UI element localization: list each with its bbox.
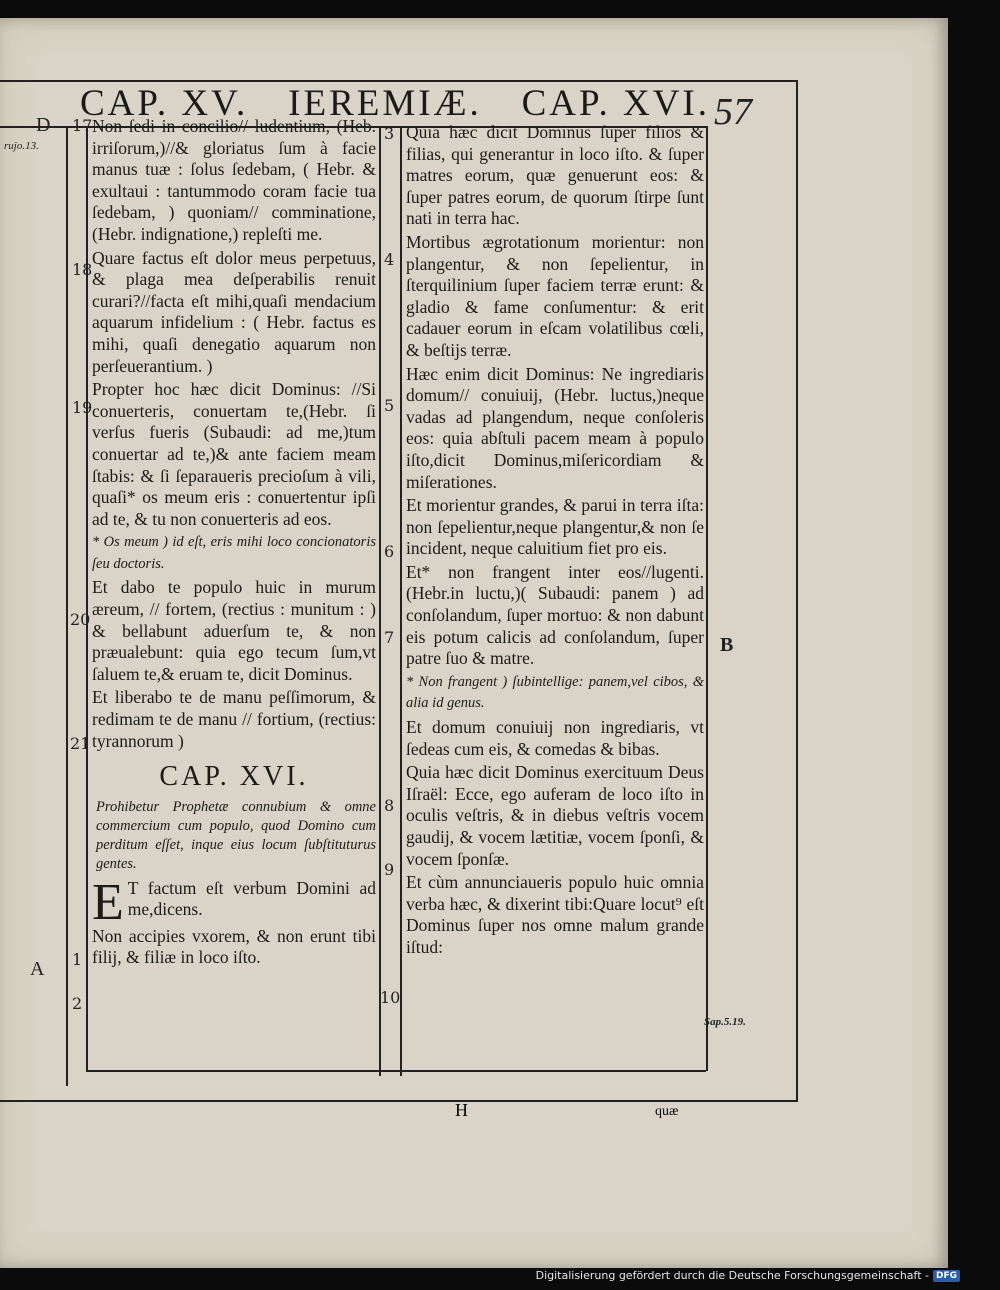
header-left: CAP. XV. [80, 83, 249, 124]
verse-text: Quia hæc dicit Dominus ſuper filios & filias, qui generantur in loco iſto. & ſuper matres eorum, quæ genuerunt eos: & ſuper patres eorum, de quorum ſtirpe ſunt nati in terra hac. [406, 122, 704, 229]
drop-cap: E [92, 873, 124, 931]
chapter-summary: Prohibetur Prophetæ connubium & omne commercium cum populo, quod Domino cum perditum eſſet, inque eius locum ſubſtituturus gentes. [96, 798, 376, 872]
verse-number: 3 [384, 124, 395, 143]
verse-number: 7 [384, 628, 395, 647]
verse-number: 21 [70, 734, 91, 753]
credit-text: Digitalisierung gefördert durch die Deutsche Forschungsgemeinschaft - [535, 1269, 929, 1282]
verse-text: Quia hæc dicit Dominus exercituum Deus Iſraël: Ecce, ego auferam de loco iſto in oculis veſtris, & in diebus veſtris vocem gaudij, & vocem lætitiæ, vocem ſponſi, & vocem ſponſæ. [406, 762, 704, 869]
verse-text: Et cùm annunciaueris populo huic omnia verba hæc, & dixerint tibi:Quare locut⁹ eſt Dominus ſuper nos omne malum grande iſtud: [406, 872, 704, 957]
margin-letter-a: A [30, 958, 45, 980]
verse-number: 20 [70, 610, 91, 629]
page-number: 57 [714, 91, 752, 133]
verse-text: Et domum conuiuij non ingrediaris, vt ſedeas cum eis, & comedas & bibas. [406, 717, 704, 759]
verse-text: Mortibus ægrotationum morientur: non plangentur, & non ſepelientur, in ſterquilinium ſuper faciem terræ erunt: & gladio & fame conſumentur: & erit cadauer eorum in eſcam volatilibus cœli, & beſtijs terræ. [406, 231, 704, 360]
digitization-credit [536, 1269, 960, 1282]
header-right: CAP. XVI. [521, 83, 710, 124]
verse-number: 9 [384, 860, 395, 879]
verse-number: 19 [72, 398, 93, 417]
margin-letter-b: B [720, 634, 734, 656]
margin-letter-d: D [36, 114, 51, 136]
catchword: quæ [655, 1104, 679, 1119]
outer-right-rule [796, 80, 798, 1102]
signature-mark: H [455, 1100, 468, 1120]
verse-number: 1 [72, 950, 83, 969]
margin-reference-left: rujo.13. [4, 140, 39, 152]
verse-text: Et dabo te populo huic in murum æreum, // fortem, (rectius : munitum : ) & bellabunt aduerſum te, & non præualebunt: quia ego tecum ſum,vt ſaluem te,& eruam te, dicit Dominus. [92, 577, 376, 684]
verse-number: 2 [72, 994, 83, 1013]
verse-note: * Os meum ) id eſt, eris mihi loco concionatoris ſeu doctoris. [92, 534, 376, 572]
verse-number: 8 [384, 796, 395, 815]
verse-number: 17 [72, 116, 93, 135]
left-text-column [92, 116, 376, 971]
top-rule-outer [0, 80, 796, 82]
column-rule-a [379, 126, 381, 1076]
verse-text: Et morientur grandes, & parui in terra iſta: non ſepelientur,neque plangentur,& non ſe incident, neque caluitium fiet pro eis. [406, 495, 704, 559]
right-text-column [406, 122, 704, 961]
left-margin-rule [66, 126, 68, 1086]
verse-text-opening [92, 873, 376, 931]
verse-text: Hæc enim dicit Dominus: Ne ingrediaris domum// conuiuij, (Hebr. luctus,)neque vadas ad plangendum, neque conſoleris eos: quia abſtuli pacem meam à populo iſto,dicit Dominus,miſericordiam & miſerationes. [406, 363, 704, 492]
verse-number: 4 [384, 250, 395, 269]
verse-text: Non accipies vxorem, & non erunt tibi filij, & filiæ in loco iſto. [92, 925, 376, 968]
bottom-rule-inner [86, 1070, 706, 1072]
chapter-heading: CAP. XVI. [159, 761, 309, 793]
header-center: IEREMIÆ. [288, 83, 482, 124]
verse-text: Propter hoc hæc dicit Dominus: //Si conuerteris, conuertam te,(Hebr. ſi verſus fueris (Subaudi: ad me,)tum conuertar ad te,)& ante faciem meam ſtabis: & ſi ſeparaueris precioſum à vili, quaſi* os meum eris : conuertentur ipſi ad te, & tu non conuerteris ad eos. [92, 379, 376, 529]
verse-number: 18 [72, 260, 93, 279]
verse-number: 5 [384, 396, 395, 415]
margin-reference-right: Sap.5.19. [704, 1016, 746, 1028]
dfg-logo: DFG [933, 1270, 960, 1282]
verse-number: 6 [384, 542, 395, 561]
verse-text: Et* non frangent inter eos//lugenti.(Hebr.in luctu,)( Subaudi: panem ) ad conſolandum, ſuper mortuo: & non dabunt eis potum calicis ad conſolandum, ſuper patre ſuo & matre. [406, 561, 704, 669]
verse-text: Et liberabo te de manu peſſimorum, & redimam te de manu // fortium, (rectius: tyrannorum ) [92, 687, 376, 751]
verse-text: T factum eſt verbum Domini ad me,dicens. [127, 877, 376, 920]
bottom-rule-outer [0, 1100, 796, 1102]
verse-text: Quare factus eſt dolor meus perpetuus, & plaga mea deſperabilis renuit curari?//facta eſt mihi,quaſi mendacium aquarum infidelium : ( Hebr. factus es mihi, quaſi denegatio aquarum non perſeuerantium. ) [92, 247, 376, 376]
text-right-rule [706, 126, 708, 1071]
book-page [0, 18, 948, 1268]
verse-note: * Non frangent ) ſubintellige: panem,vel cibos, & alia id genus. [406, 673, 704, 712]
verse-text: Non ſedi in concilio// ludentium, (Heb. irriſorum,)//& gloriatus ſum à facie manus tuæ : ſolus ſedebam, ( Hebr. & exultaui : tantummodo coram facie tua ſedebam, ) quoniam// comminatione, (Hebr. indignatione,) repleſti me. [92, 116, 376, 244]
verse-number: 10 [380, 988, 401, 1007]
column-rule-b [400, 126, 402, 1076]
